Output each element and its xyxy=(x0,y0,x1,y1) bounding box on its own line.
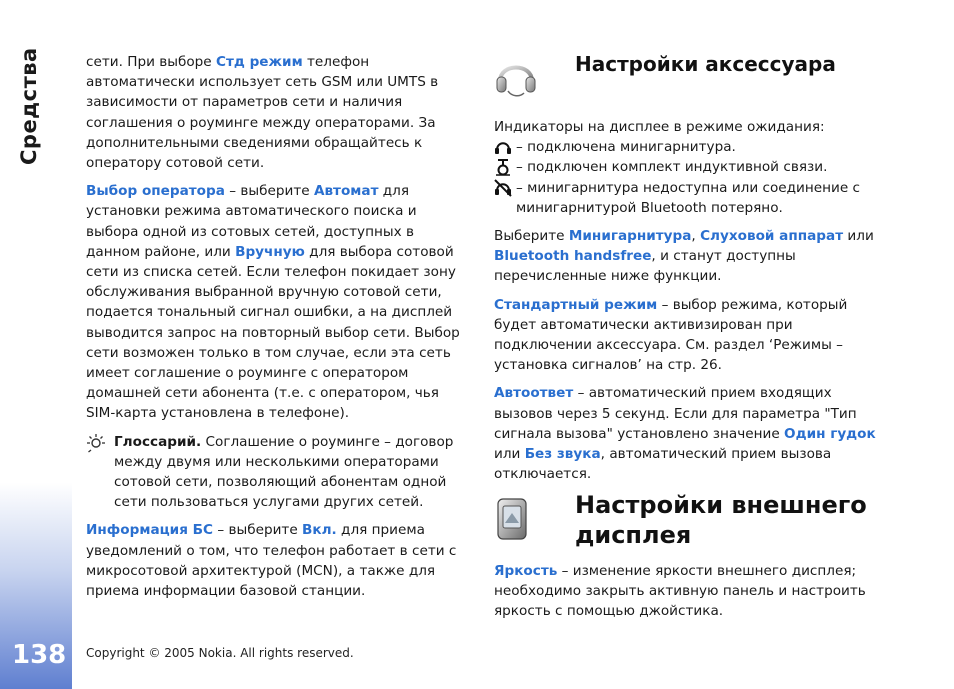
glossary-label: Глоссарий. xyxy=(114,433,202,450)
term-automatic: Автомат xyxy=(313,183,379,200)
text: Соглашение о роуминге – договор между двумя или несколькими операторами сотовой сети, позволяющий абонентам одной сети пользоваться услугами других сетей. xyxy=(114,433,454,511)
sidebar xyxy=(0,0,72,689)
term-default-profile: Стандартный режим xyxy=(494,296,658,313)
text: для выбора сотовой сети из списка сетей. Если телефон покидает зону обслуживания выбранной вручную сотовой сети, подается тональный сигнал ошибки, а на дисплей выводится запрос на повторный выбор сети. Выбор сети возможен только в том случае, если эта сеть имеет соглашение о роуминге с оператором домашней сети абонента (т.е. с оператором, чья SIM-карта установлена в телефоне). xyxy=(86,243,460,422)
cover-display-icon xyxy=(494,495,532,543)
text: сети. При выборе xyxy=(86,54,216,70)
paragraph-auto-answer xyxy=(494,383,886,484)
text: телефон автоматически использует сеть GSM или UMTS в зависимости от параметров сети и наличия соглашения о роуминге между операторами. За дополнительными сведениями обращайтесь к оператору сотовой сети. xyxy=(86,54,439,172)
text: – изменение яркости внешнего дисплея; необходимо закрыть активную панель и настроить яркость с помощью джойстика. xyxy=(494,563,866,620)
lightbulb-icon xyxy=(86,433,106,453)
left-column xyxy=(86,52,468,609)
term-headset: Минигарнитура xyxy=(568,228,692,245)
indicator-row xyxy=(494,157,886,177)
right-column xyxy=(494,117,886,492)
term-brightness: Яркость xyxy=(494,563,558,579)
heading-cover-display-settings: Настройки внешнего дисплея xyxy=(575,491,867,549)
indicator-text: – подключен комплект индуктивной связи. xyxy=(516,159,828,176)
headset-icon xyxy=(494,53,538,99)
term-silent: Без звука xyxy=(524,446,601,463)
term-std-mode: Стд режим xyxy=(216,54,303,70)
heading-accessory-settings: Настройки аксессуара xyxy=(575,52,836,76)
section-label: Средства xyxy=(17,47,41,165)
paragraph-network-mode xyxy=(86,52,468,173)
paragraph-default-profile xyxy=(494,295,886,376)
text: для установки режима автоматического поиска и выбора одной из сотовых сетей, доступных в данном районе, или xyxy=(86,183,417,260)
paragraph-cell-info xyxy=(86,520,468,601)
paragraph-select-accessory xyxy=(494,226,886,287)
text: Выберите xyxy=(494,228,569,245)
text: , xyxy=(691,228,701,245)
term-manual: Вручную xyxy=(235,243,305,260)
term-auto-answer: Автоответ xyxy=(494,385,574,402)
term-cell-info: Информация БС xyxy=(86,522,214,539)
paragraph-operator-selection xyxy=(86,181,468,423)
term-beep-once: Один гудок xyxy=(784,425,876,442)
text: , и станут доступны перечисленные ниже функции. xyxy=(494,248,796,285)
term-hearing-aid: Слуховой аппарат xyxy=(700,228,844,245)
text: для приема уведомлений о том, что телефон работает в сети с микросотовой архитектурой (MCN), а также для приема информации базовой станции. xyxy=(86,522,457,600)
text: – выберите xyxy=(224,183,314,200)
indicator-row xyxy=(494,178,886,218)
text: или xyxy=(494,446,525,463)
headset-icon xyxy=(494,138,516,156)
page-number: 138 xyxy=(12,640,67,670)
copyright-footer: Copyright © 2005 Nokia. All rights reserved. xyxy=(86,646,354,660)
cover-display-section xyxy=(494,561,886,622)
text: или xyxy=(843,228,874,245)
glossary-text xyxy=(112,432,468,513)
indicators-intro: Индикаторы на дисплее в режиме ожидания: xyxy=(494,119,825,135)
glossary-note xyxy=(86,432,468,513)
indicator-row xyxy=(494,137,886,157)
text: – выбор режима, который будет автоматически активизирован при подключении аксессуара. См. раздел ‘Режимы – установка сигналов’ на стр. 26. xyxy=(494,296,848,374)
indicator-text: – подключена минигарнитура. xyxy=(516,139,736,156)
headset-off-icon xyxy=(494,179,516,197)
text: , автоматический прием вызова отключается. xyxy=(494,446,832,483)
indicator-text: – минигарнитура недоступна или соединение с минигарнитурой Bluetooth потеряно. xyxy=(516,179,861,216)
term-bluetooth-handsfree: Bluetooth handsfree xyxy=(494,248,652,265)
term-operator-selection: Выбор оператора xyxy=(86,183,225,200)
text: – выберите xyxy=(213,522,303,539)
loopset-icon xyxy=(494,158,516,176)
paragraph-brightness xyxy=(494,561,886,622)
term-on: Вкл. xyxy=(302,522,337,539)
text: – автоматический прием входящих вызовов через 5 секунд. Если для параметра "Тип сигнала вызова" установлено значение xyxy=(494,385,857,442)
